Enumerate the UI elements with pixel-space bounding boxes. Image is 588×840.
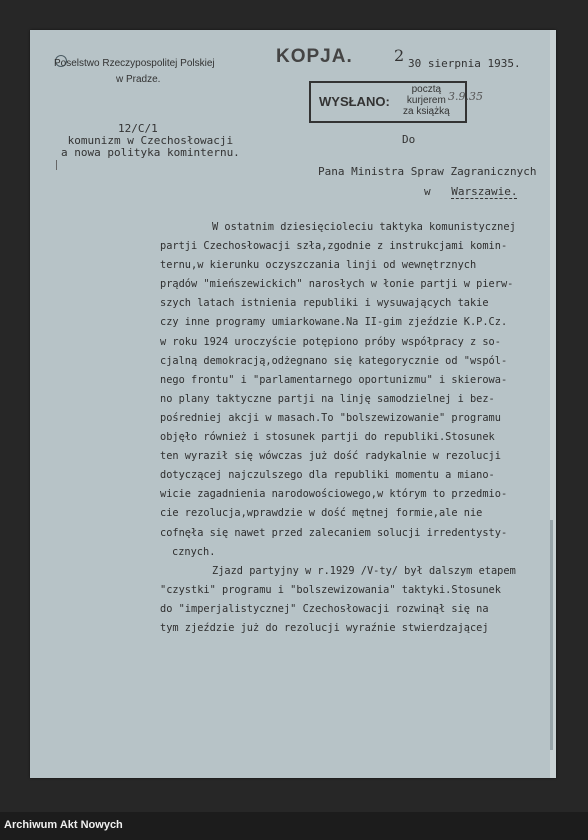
recipient-place-prefix: w [424,185,431,198]
dispatch-option: kurjerem [406,95,446,106]
sender-letterhead [54,56,215,88]
dispatch-stamp [309,81,467,123]
letter-body [160,218,540,638]
body-line: cofnęła się nawet przed zalecaniem solucji irredentysty- [160,526,508,539]
body-line: prądów "mieńszewickich" narosłych w łonie partji w pierw- [160,278,514,291]
body-line: cznych. [172,545,216,558]
handwritten-dispatch-date: 3.9.35 [448,90,483,103]
body-line: partji Czechosłowacji szła,zgodnie z instrukcjami komin- [160,240,508,253]
dispatch-option: za książką [403,106,450,117]
body-line: do "imperjalistycznej" Czechosłowacji rozwinął się na [160,602,489,615]
body-line: cie rezolucja,wprawdzie w dość mętnej formie,ale nie [160,507,483,520]
document-date: 30 sierpnia 1935. [408,57,521,70]
dispatch-option: pocztą [411,84,442,95]
recipient-title: Pana Ministra Spraw Zagranicznych [318,165,537,178]
subject-line: a nowa polityka kominternu. [61,146,240,159]
body-line: no plany taktyczne partji na linję samodzielnej i bez- [160,392,495,405]
body-line: tym zjeździe już do rezolucji wyraźnie stwierdzającej [160,621,489,634]
underlying-page-edge [550,520,553,750]
body-line: czy inne programy umiarkowane.Na II-gim zjeździe K.P.Cz. [160,316,508,329]
body-line: nego frontu" i "parlamentarnego oportunizmu" i skierowa- [160,373,508,386]
archive-name: Archiwum Akt Nowych [4,819,123,831]
body-line: Zjazd partyjny w r.1929 /V-ty/ był dalszym etapem [212,564,516,577]
recipient-place [424,185,517,198]
dispatch-options [403,84,450,117]
body-line: objęło również i stosunek partji do republiki.Stosunek [160,431,495,444]
body-line: wicie zagadnienia narodowościowego,w którym to przedmio- [160,488,508,501]
handwritten-number: 2 [394,46,405,65]
body-line: pośredniej akcji w masach.To "bolszewizowanie" programu [160,411,501,424]
body-line: szych latach istnienia republiki i wysuwających takie [160,297,489,310]
body-line: "czystki" programu i "bolszewizowania" taktyki.Stosunek [160,583,501,596]
body-line: ternu,w kierunku oczyszczania linji od wewnętrznych [160,259,477,272]
body-line: ten wyraził się wówczas już dość radykalnie w rezolucji [160,450,501,463]
reference-number: 12/C/1 [118,122,158,135]
body-line: w roku 1924 uroczyście potępiono próby współpracy z so- [160,335,501,348]
recipient-city: Warszawie. [451,185,518,198]
body-line: dotyczącej najczulszego dla republiki momentu a miano- [160,469,495,482]
subject-block [61,135,240,159]
sender-org-name: Poselstwo Rzeczypospolitej Polskiej [54,58,215,69]
dispatch-stamp-label: WYSŁANO: [319,94,390,109]
margin-mark [56,160,57,170]
sender-place: w Pradze. [116,74,161,85]
body-line: W ostatnim dziesięcioleciu taktyka komunistycznej [212,221,516,233]
addressee-to: Do [402,133,416,146]
copy-stamp: KOPJA. [276,46,353,67]
subject-line: komunizm w Czechosłowacji [67,134,234,147]
body-line: cjalną demokracją,odżegnano się kategorycznie od "wspól- [160,354,508,367]
